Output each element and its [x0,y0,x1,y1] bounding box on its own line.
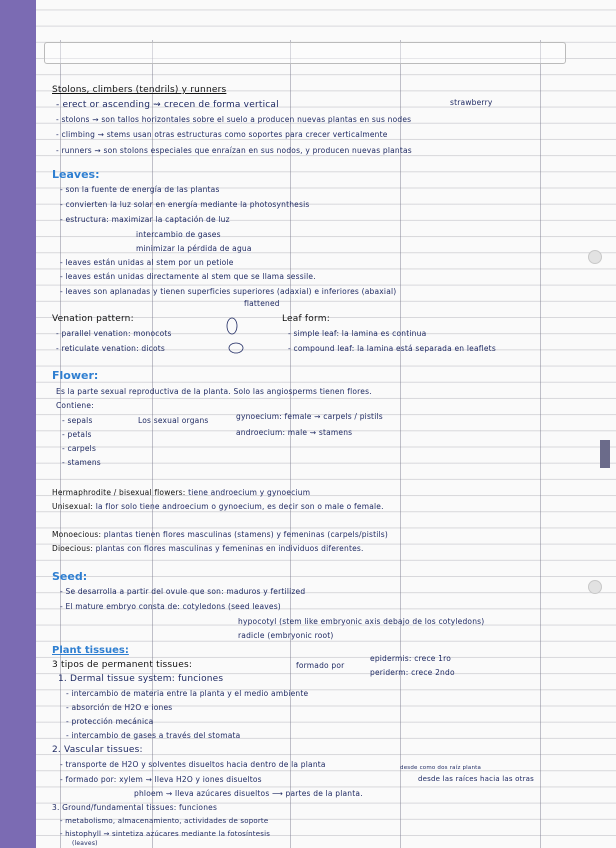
note-line: - simple leaf: la lamina es continua [288,329,427,338]
note-line: - protección mecánica [66,717,154,726]
note-line: radicle (embryonic root) [238,631,334,640]
page-tag [600,440,610,468]
note-line: - convierten la luz solar en energía mediante la photosynthesis [60,200,310,209]
note-line: desde las raíces hacia las otras [418,775,535,783]
note-line: - intercambio de gases a través del stomata [66,731,241,740]
note-line: Es la parte sexual reproductiva de la planta. Solo las angiosperms tienen flores. [56,387,372,396]
term-text: plantas tienen flores masculinas (stamens) y femeninas (carpels/pistils) [101,530,389,539]
note-line: 3 tipos de permanent tissues: [52,660,193,670]
grid-line [540,40,541,848]
note-line: - formado por: xylem ⇝ lleva H2O y iones disueltos [60,775,262,784]
note-line: - parallel venation: monocots [56,329,172,338]
note-line: - erect or ascending ⇝ crecen de forma vertical [56,100,279,110]
grid-line [290,40,291,848]
term-label: Hermaphrodite / bisexual flowers: [52,488,186,497]
grid-line [152,40,153,848]
venation-title: Venation pattern: [52,314,134,324]
leafform-title: Leaf form: [282,314,330,324]
binder-hole [588,250,602,264]
note-line: minimizar la pérdida de agua [136,244,252,253]
grid-line [400,40,401,848]
note-line: - absorción de H2O e iones [66,703,173,712]
note-line: gynoecium: female ⇝ carpels / pistils [236,412,383,421]
note-line: - Se desarrolla a partir del ovule que son: maduros y fertilized [60,587,306,596]
note-line: - compound leaf: la lamina está separada en leaflets [288,344,496,353]
note-line: - estructura: maximizar la captación de luz [60,215,230,224]
binder-hole [588,580,602,594]
definition-line [52,544,364,553]
note-line: - El mature embryo consta de: cotyledons (seed leaves) [60,602,281,611]
note-line: strawberry [450,98,493,107]
note-line: formado por [296,661,345,670]
note-line: Los sexual organs [138,416,209,425]
note-line: - sepals [62,416,93,425]
note-line: hypocotyl (stem like embryonic axis debajo de los cotyledons) [238,617,485,626]
section-title-tissues: Plant tissues: [52,645,129,656]
note-line: - intercambio de materia entre la planta y el medio ambiente [66,689,309,698]
note-line: - carpels [62,444,97,453]
definition-line [52,502,384,511]
note-line: - climbing ⇝ stems usan otras estructuras como soportes para crecer verticalmente [56,130,388,139]
note-line: intercambio de gases [136,230,221,239]
note-line: 1. Dermal tissue system: funciones [58,674,224,684]
note-line: - leaves están unidas directamente al stem que se llama sessile. [60,272,316,281]
note-line: - petals [62,430,92,439]
note-line: androecium: male ⇝ stamens [236,428,353,437]
note-line: - transporte de H2O y solventes disueltos hacia dentro de la planta [60,760,326,769]
note-line: (leaves) [72,840,98,847]
term-text: plantas con flores masculinas y femeninas en individuos diferentes. [93,544,364,553]
term-label: Monoecious: [52,530,102,539]
term-label: Dioecious: [52,544,94,553]
section-title-stolons: Stolons, climbers (tendrils) y runners [52,85,227,95]
note-line: - leaves son aplanadas y tienen superficies superiores (adaxial) e inferiores (abaxial) [60,287,397,296]
note-line: flattened [244,299,280,308]
note-line: phloem ⇝ lleva azúcares disueltos ⟶ partes de la planta. [134,789,363,798]
definition-line [52,488,310,497]
note-line: desde como dos raíz planta [400,765,482,771]
note-line: - histophyll ⇝ sintetiza azúcares mediante la fotosíntesis [60,830,271,838]
note-line: - runners ⇝ son stolons especiales que enraízan en sus nodos, y producen nuevas plantas [56,146,412,155]
note-line: - metabolismo, almacenamiento, actividades de soporte [60,817,269,825]
margin-bar [0,0,36,848]
note-line: epidermis: crece 1ro [370,654,452,663]
note-line: - reticulate venation: dicots [56,344,166,353]
section-title-seed: Seed: [52,570,88,583]
leaf-sketch-icon [222,316,258,358]
note-line: 3. Ground/fundamental tissues: funciones [52,803,218,812]
term-text: tiene androecium y gynoecium [185,488,311,497]
section-title-flower: Flower: [52,369,99,382]
note-line: - son la fuente de energía de las plantas [60,185,220,194]
note-line: periderm: crece 2ndo [370,668,455,677]
grid-line [60,40,61,848]
note-line: Contiene: [56,401,94,410]
term-label: Unisexual: [52,502,94,511]
section-title-leaves: Leaves: [52,168,100,181]
note-line: - stolons ⇝ son tallos horizontales sobre el suelo a producen nuevas plantas en sus nodes [56,115,412,124]
note-line: - stamens [62,458,101,467]
note-line: 2. Vascular tissues: [52,745,143,755]
definition-line [52,530,388,539]
header-box [44,42,566,64]
term-text: la flor solo tiene androecium o gynoecium, es decir son o male o female. [93,502,384,511]
note-line: - leaves están unidas al stem por un petiole [60,258,234,267]
